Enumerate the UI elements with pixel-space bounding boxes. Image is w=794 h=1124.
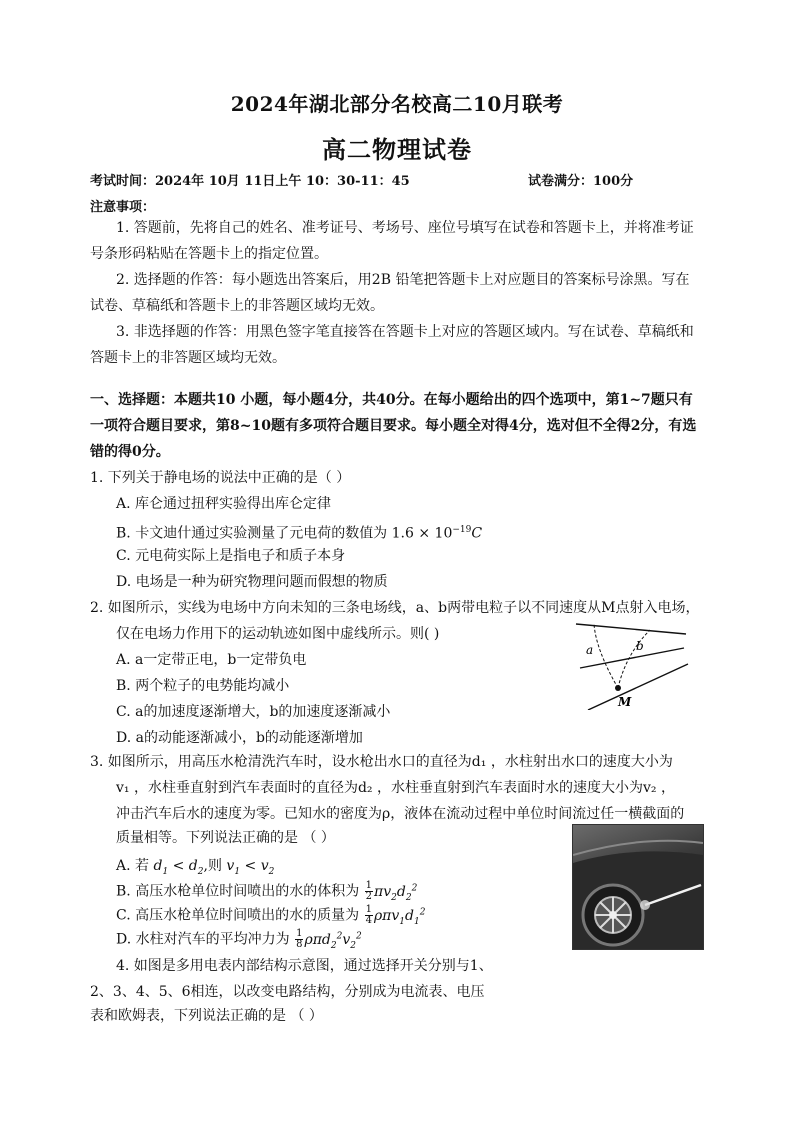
field-line [588,664,688,710]
frac-num: 1 [296,928,303,940]
q3-option-b-text: B. 高压水枪单位时间喷出的水的体积为 [116,883,360,900]
section-line: 一项符合题目要求，第8~10题有多项符合题目要求。每小题全对得4分，选对但不全得2分，有选 [90,418,697,434]
car-wash-photo [572,824,704,950]
label-m: M [618,695,632,709]
note-line: 1. 答题前，先将自己的姓名、准考证号、考场号、座位号填写在试卷和答题卡上，并将准考证 [116,220,694,236]
fraction-eighth [295,929,303,950]
trajectory-a [594,624,618,688]
note-line: 试卷、草稿纸和答题卡上的非答题区域均无效。 [90,298,384,314]
note-line: 3. 非选择题的作答：用黑色签字笔直接答在答题卡上对应的答题区域内。写在试卷、草稿纸和 [116,324,694,340]
q1-option-b [116,520,482,544]
q3-option-a-result: $v_1 < v_2$ [226,858,275,877]
frac-den: 8 [296,939,303,951]
note-line: 答题卡上的非答题区域均无效。 [90,350,286,366]
q3-option-d [116,926,362,955]
frac-num: 1 [365,904,372,916]
frac-num: 1 [365,880,373,892]
note-line: 2. 选择题的作答：每小题选出答案后，用2B 铅笔把答题卡上对应题目的答案标号涂黑。写在 [116,272,690,288]
q3-option-a-cond: $d_1 < d_2$ [153,858,204,877]
q3-option-d-expr: $\rho\pi d_2^2v_2^2$ [304,931,362,951]
q3-stem: 3. 如图所示，用高压水枪清洗汽车时，设水枪出水口的直径为d₁ ，水柱射出水口的速度大小为 [90,754,673,770]
q1-option-b-text: B. 卡文迪什通过实验测量了元电荷的数值为 [116,525,388,542]
exam-title: 2024年湖北部分名校高二10月联考 [230,92,564,116]
electric-field-figure [574,610,694,710]
point-m [615,685,621,691]
q4-stem: 4. 如图是多用电表内部结构示意图，通过选择开关分别与1、 [116,958,493,974]
q2-option-c: C. a的加速度逐渐增大，b的加速度逐渐减小 [116,704,391,720]
q1-option-b-value: 1.6 × 10 [391,525,453,542]
q1-option-c: C. 元电荷实际上是指电子和质子本身 [116,548,346,564]
section-heading: 一、选择题：本题共10 小题，每小题4分，共40分。在每小题给出的四个选项中，第1~7题只有 [90,392,693,408]
q3-option-a-prefix: A. 若 [116,858,150,874]
q2-stem: 2. 如图所示，实线为电场中方向未知的三条电场线，a、b两带电粒子以不同速度从M点射入电场， [90,600,700,616]
q4-stem-cont: 2、3、4、5、6相连，以改变电路结构，分别成为电流表、电压 [90,984,485,1000]
section-line: 错的得0分。 [90,444,170,460]
q3-stem-cont: 质量相等。下列说法正确的是 （ ） [116,830,335,846]
q3-option-b-expr: $\pi v_2d_2^2$ [374,883,418,903]
water-splash [640,900,650,910]
q1-stem: 1. 下列关于静电场的说法中正确的是（ ） [90,470,351,486]
car-wash-illustration [573,825,703,949]
q3-option-d-text: D. 水柱对汽车的平均冲力为 [116,931,290,948]
exam-time: 考试时间：2024年 10月 11日上午 10：30-11：45 [90,174,410,189]
q3-option-a-mid: ,则 [203,858,222,874]
q2-option-a: A. a一定带正电，b一定带负电 [116,652,307,668]
frac-den: 4 [365,915,372,927]
q2-stem-cont: 仅在电场力作用下的运动轨迹如图中虚线所示。则( ) [116,626,440,642]
q3-stem-cont: 冲击汽车后水的速度为零。已知水的密度为ρ，液体在流动过程中单位时间流过任一横截面的 [116,806,685,822]
q3-stem-cont: v₁ ，水柱垂直射到汽车表面时的直径为d₂ ，水柱垂直射到汽车表面时水的速度大小为v₂ ， [116,780,675,796]
note-line: 号条形码粘贴在答题卡上的指定位置。 [90,246,328,262]
q4-stem-cont: 表和欧姆表，下列说法正确的是 （ ） [90,1008,323,1024]
fraction-quarter [365,905,373,926]
notes-heading: 注意事项： [90,200,156,215]
q1-option-d: D. 电场是一种为研究物理问题而假想的物质 [116,574,388,590]
trajectory-b [618,630,650,688]
fraction-half [365,881,373,902]
q1-option-b-exp: −19 [452,525,472,535]
field-line [576,624,686,634]
q2-option-b: B. 两个粒子的电势能均减小 [116,678,290,694]
label-a: a [586,643,594,657]
exam-info-row [90,170,710,189]
q1-option-a: A. 库仑通过扭秤实验得出库仑定律 [116,496,332,512]
q3-option-c-text: C. 高压水枪单位时间喷出的水的质量为 [116,907,360,924]
full-score: 试卷满分：100分 [528,174,634,189]
field-line [580,648,684,668]
q3-option-c-expr: $\rho\pi v_1d_1^2$ [373,907,426,927]
label-b: b [636,639,644,653]
subject-title: 高二物理试卷 [322,135,472,164]
frac-den: 2 [365,891,373,903]
hub-icon [609,911,617,919]
q1-option-b-unit: C [471,525,483,542]
q2-option-d: D. a的动能逐渐减小，b的动能逐渐增加 [116,730,363,746]
